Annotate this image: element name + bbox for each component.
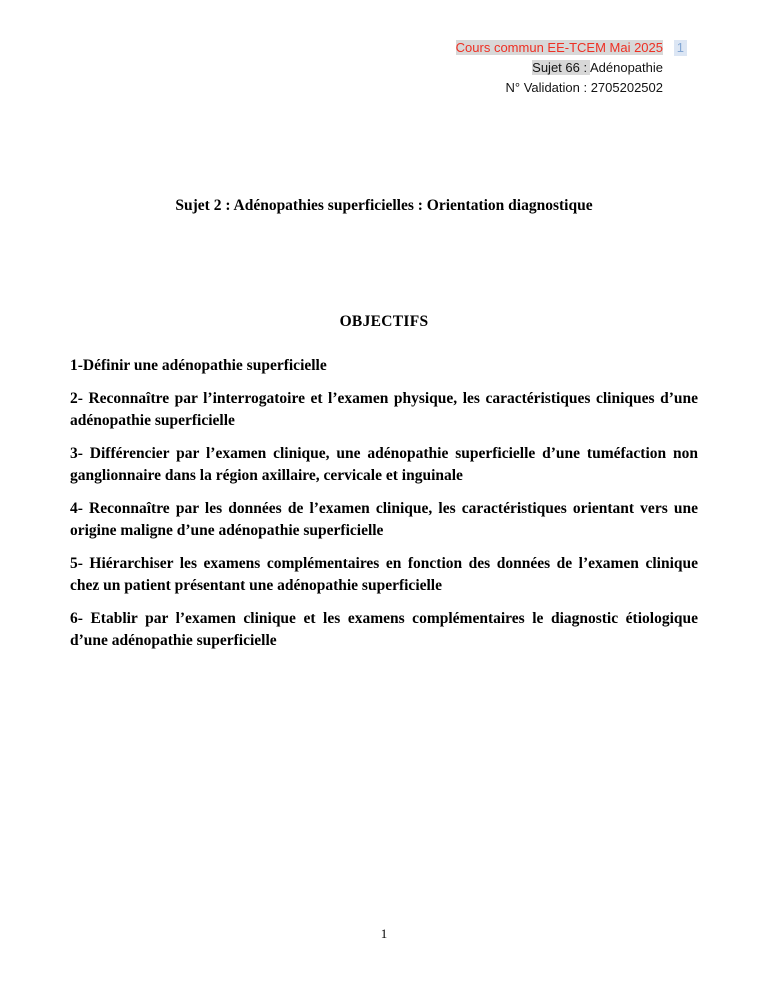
objective-item-2: 2- Reconnaître par l’interrogatoire et l’examen physique, les caractéristiques cliniques d’une adénopathie superficielle xyxy=(70,390,698,429)
header-subject-line xyxy=(456,58,663,78)
objective-item-3: 3- Différencier par l’examen clinique, une adénopathie superficielle d’une tuméfaction non ganglionnaire dans la région axillaire, cervicale et inguinale xyxy=(70,445,698,484)
header-course-line xyxy=(455,38,684,58)
header-subject-label: Sujet 66 : xyxy=(532,60,590,75)
objective-item-6: 6- Etablir par l’examen clinique et les examens complémentaires le diagnostic étiologique d’une adénopathie superficielle xyxy=(70,610,698,649)
page-number: 1 xyxy=(380,926,388,941)
document-title: Sujet 2 : Adénopathies superficielles : Orientation diagnostique xyxy=(175,197,593,214)
objectives-heading: OBJECTIFS xyxy=(339,313,429,330)
objective-item-4: 4- Reconnaître par les données de l’examen clinique, les caractéristiques orientant vers une origine maligne d’une adénopathie superficielle xyxy=(70,500,698,539)
header-validation-number: N° Validation : 2705202502 xyxy=(505,80,663,95)
objective-item-1: 1-Définir une adénopathie superficielle xyxy=(70,357,327,374)
header-subject-value: Adénopathie xyxy=(589,60,663,75)
header-page-marker: 1 xyxy=(674,40,687,56)
objectives-list xyxy=(70,355,698,663)
objective-item-5: 5- Hiérarchiser les examens complémentaires en fonction des données de l’examen clinique chez un patient présentant une adénopathie superficielle xyxy=(70,555,698,594)
header-course-title: Cours commun EE-TCEM Mai 2025 xyxy=(455,40,663,55)
document-header xyxy=(455,38,684,98)
